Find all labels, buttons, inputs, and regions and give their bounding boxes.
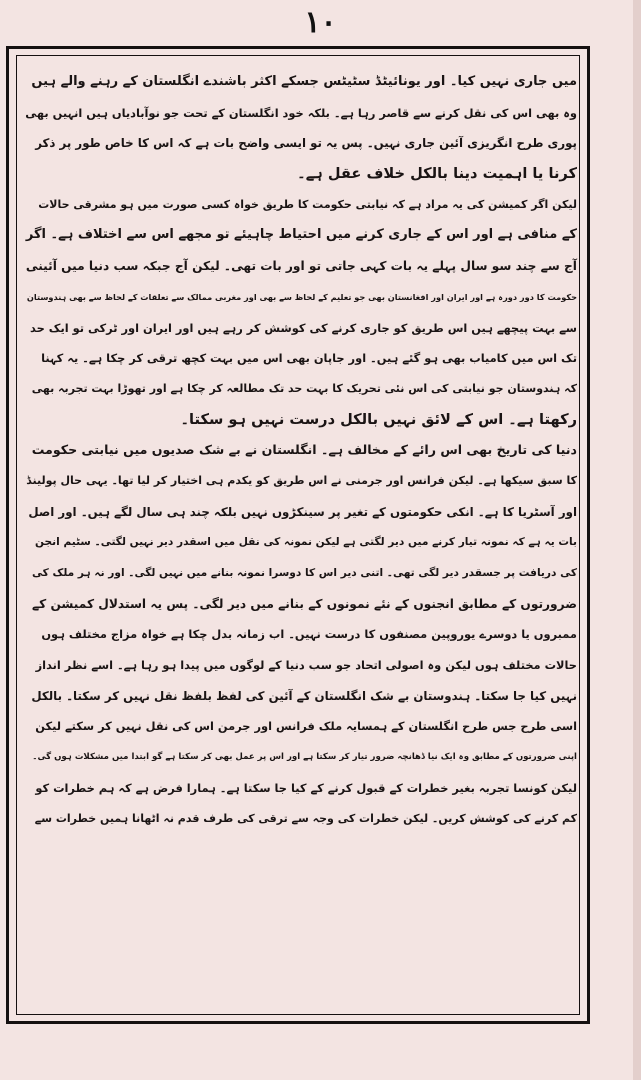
text-line: اپنی ضرورتوں کے مطابق وہ ایک نیا ڈھانچہ ضرور تیار کر سکتا ہے اور اس پر عمل بھی کر سکتا ہے گو ابتدا میں مشکلات ہوں گی۔ bbox=[32, 752, 577, 763]
page-edge bbox=[633, 0, 641, 1080]
text-line: بات یہ ہے کہ نمونہ تیار کرنے میں دیر لگتی ہے لیکن نمونہ کی نقل میں اسقدر دیر نہیں لگتی۔ سٹیم انجن bbox=[35, 536, 577, 549]
text-line: حکومت کا دور دورہ ہے اور ایران اور افغانستان بھی جو تعلیم کے لحاظ سے بھی اور مغربی ممالک سے تعلقات کے لحاظ سے بھی ہندوستان bbox=[26, 291, 577, 302]
text-line: کم کرنے کی کوشش کریں۔ لیکن خطرات کی وجہ سے ترقی کی طرف قدم نہ اٹھانا ہمیں خطرات سے bbox=[34, 811, 577, 825]
text-line: حالات مختلف ہوں لیکن وہ اصولی اتحاد جو سب دنیا کے لوگوں میں پیدا ہو رہا ہے۔ اسے نظر انداز bbox=[35, 658, 577, 673]
text-line: نہیں کیا جا سکتا۔ ہندوستان بے شک انگلستان کے آئین کی لفظ بلفظ نقل نہیں کر سکتا۔ بالکل bbox=[31, 688, 577, 703]
text-line: کی دریافت پر جسقدر دیر لگی تھی۔ اتنی دیر اس کا دوسرا نمونہ بنانے میں نہیں لگی۔ اور نہ ہر ملک کی bbox=[31, 567, 577, 579]
text-line: کے منافی ہے اور اس کے جاری کرنے میں احتیاط چاہیئے تو مجھے اس سے اختلاف ہے۔ اگر bbox=[25, 227, 577, 243]
page-border bbox=[6, 46, 590, 1024]
text-line: میں جاری نہیں کیا۔ اور یونائیٹڈ سٹیٹس جسکے اکثر باشندے انگلستان کے رہنے والے ہیں bbox=[31, 74, 577, 89]
text-line: لیکن اگر کمیشن کی یہ مراد ہے کہ نیابتی حکومت کا طریق خواہ کسی صورت میں ہو مشرقی حالات bbox=[38, 197, 577, 211]
text-line: کہ ہندوستان جو نیابتی کی اس نئی تحریک کا بہت حد تک مطالعہ کر چکا ہے اور تھوڑا بہت تجربہ بھی bbox=[31, 381, 577, 395]
text-line: پوری طرح انگریزی آئین جاری نہیں۔ پس یہ تو ایسی واضح بات ہے کہ اس کا خاص طور پر ذکر bbox=[35, 136, 577, 151]
text-line: دنیا کی تاریخ بھی اس رائے کے مخالف ہے۔ انگلستان نے بے شک صدیوں میں نیابتی حکومت bbox=[31, 442, 577, 458]
text-line: کا سبق سیکھا ہے۔ لیکن فرانس اور جرمنی نے اس طریق کو یکدم ہی اختیار کر لیا تھا۔ یہی حال پولینڈ bbox=[26, 473, 577, 487]
text-line: تک اس میں کامیاب بھی ہو گئے ہیں۔ اور جاپان بھی اس میں بہت کچھ ترقی کر چکا ہے۔ یہ کہنا bbox=[41, 351, 577, 366]
text-line: ضرورتوں کے مطابق انجنوں کے نئے نمونوں کے بنانے میں دیر لگی۔ پس یہ استدلال کمیشن کے bbox=[31, 596, 577, 611]
text-line: اور آسٹریا کا ہے۔ انکی حکومتوں کے تغیر پر سینکڑوں نہیں بلکہ چند ہی سال لگے ہیں۔ اور اصل bbox=[28, 504, 577, 519]
body-text bbox=[25, 67, 583, 1027]
text-line: کرنا یا اہمیت دینا بالکل خلاف عقل ہے۔ bbox=[297, 165, 577, 183]
text-line: آج سے چند سو سال پہلے یہ بات کہی جاتی تو اور بات تھی۔ لیکن آج جبکہ سب دنیا میں آئینی bbox=[25, 259, 577, 274]
text-line: رکھتا ہے۔ اس کے لائق نہیں بالکل درست نہیں ہو سکتا۔ bbox=[180, 410, 577, 428]
text-line: لیکن کونسا تجربہ بغیر خطرات کے قبول کرنے کے کیا جا سکتا ہے۔ ہمارا فرض ہے کہ ہم خطرات کو bbox=[35, 780, 577, 795]
text-line: ممبروں یا دوسرے یوروپین مصنفوں کا درست نہیں۔ اب زمانہ بدل چکا ہے خواہ مزاج مختلف ہوں bbox=[41, 627, 577, 642]
text-line: وہ بھی اس کی نقل کرنے سے قاصر رہا ہے۔ بلکہ خود انگلستان کے تحت جو نوآبادیاں ہیں انہیں بھی bbox=[25, 105, 577, 120]
text-line: سے بہت پیچھے ہیں اس طریق کو جاری کرنے کی کوشش کر رہے ہیں اور ایران اور ٹرکی تو ایک حد bbox=[30, 320, 577, 335]
page-number: ۱۰ bbox=[304, 5, 337, 40]
text-line: اسی طرح جس طرح انگلستان کے ہمسایہ ملک فرانس اور جرمن اس کی نقل نہیں کر سکتے لیکن bbox=[35, 719, 577, 734]
